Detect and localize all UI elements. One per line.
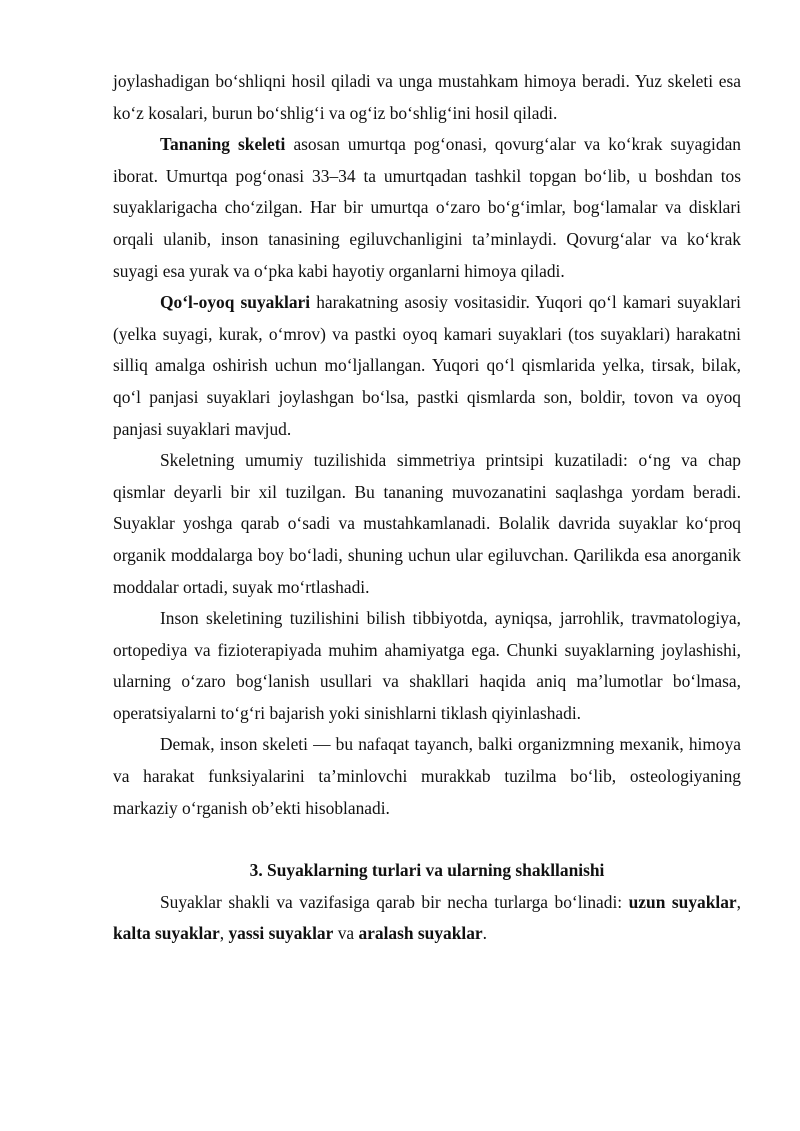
paragraph-text: Suyaklar shakli va vazifasiga qarab bir necha turlarga bo‘linadi:: [160, 891, 629, 912]
separator: ,: [736, 891, 741, 912]
paragraph-text: harakatning asosiy vositasidir. Yuqori qo‘l kamari suyaklari (yelka suyagi, kurak, o‘mrov) va pastki oyoq kamari suyaklari (tos suyaklari) harakatni silliq amalga oshirish uchun mo‘ljallangan. Yuqori qo‘l qismlarida yelka, tirsak, bilak, qo‘l panjasi suyaklari joylashgan bo‘lsa, pastki qismlarda son, boldir, tovon va oyoq panjasi suyaklari mavjud.: [113, 292, 741, 439]
separator: ,: [219, 923, 229, 944]
paragraph-text: Inson skeletining tuzilishini bilish tibbiyotda, ayniqsa, jarrohlik, travmatologiya, ortopediya va fizioterapiyada muhim ahamiyatga ega. Chunki suyaklarning joylashishi, ularning o‘zaro bog‘lanish usullari va shakllari haqida aniq ma’lumotlar bo‘lmasa, operatsiyalarni to‘g‘ri bajarish yoki sinishlarni tiklash qiyinlashadi.: [113, 608, 741, 723]
paragraph-text: asosan umurtqa pog‘onasi, qovurg‘alar va ko‘krak suyagidan iborat. Umurtqa pog‘onasi 33–34 ta umurtqadan tashkil topgan bo‘lib, u boshdan tos suyaklarigacha cho‘zilgan. Har bir umurtqa o‘zaro bo‘g‘imlar, bog‘lamalar va disklari orqali ulanib, inson tanasining egiluvchanligini ta’minlaydi. Qovurg‘alar va ko‘krak suyagi esa yurak va o‘pka kabi hayotiy organlarni himoya qiladi.: [113, 134, 741, 281]
document-body: [113, 66, 741, 950]
bone-type-long: uzun suyaklar: [628, 891, 737, 912]
paragraph-text: Demak, inson skeleti — bu nafaqat tayanch, balki organizmning mexanik, himoya va harakat funksiyalarini ta’minlovchi murakkab tuzilma bo‘lib, osteologiyaning markaziy o‘rganish ob’ekti hisoblanadi.: [113, 734, 741, 818]
period: .: [482, 923, 487, 944]
bone-type-flat: yassi suyaklar: [228, 923, 334, 944]
paragraph-symmetry: [113, 445, 741, 603]
paragraph-trunk-skeleton: [113, 129, 741, 287]
bold-term: Tananing skeleti: [160, 134, 286, 155]
paragraph-conclusion: [113, 729, 741, 824]
paragraph-medical-importance: [113, 603, 741, 729]
conjunction: va: [333, 923, 359, 944]
bone-type-short: kalta suyaklar: [113, 923, 220, 944]
paragraph-text: joylashadigan bo‘shliqni hosil qiladi va unga mustahkam himoya beradi. Yuz skeleti esa ko‘z kosalari, burun bo‘shlig‘i va og‘iz bo‘shlig‘ini hosil qiladi.: [113, 71, 741, 123]
bone-type-mixed: aralash suyaklar: [358, 923, 483, 944]
paragraph-text: Skeletning umumiy tuzilishida simmetriya printsipi kuzatiladi: o‘ng va chap qismlar deyarli bir xil tuzilgan. Bu tananing muvozanatini saqlashga yordam beradi. Suyaklar yoshga qarab o‘sadi va mustahkamlanadi. Bolalik davrida suyaklar ko‘proq organik moddalarga boy bo‘ladi, shuning uchun ular egiluvchan. Qarilikda esa anorganik moddalar ortadi, suyak mo‘rtlashadi.: [113, 450, 741, 597]
section-heading: 3. Suyaklarning turlari va ularning shakllanishi: [249, 860, 605, 881]
paragraph-limb-bones: [113, 287, 741, 445]
paragraph-continuation: [113, 66, 741, 129]
bold-term: Qo‘l-oyoq suyaklari: [160, 292, 311, 313]
paragraph-bone-types: [113, 887, 741, 950]
